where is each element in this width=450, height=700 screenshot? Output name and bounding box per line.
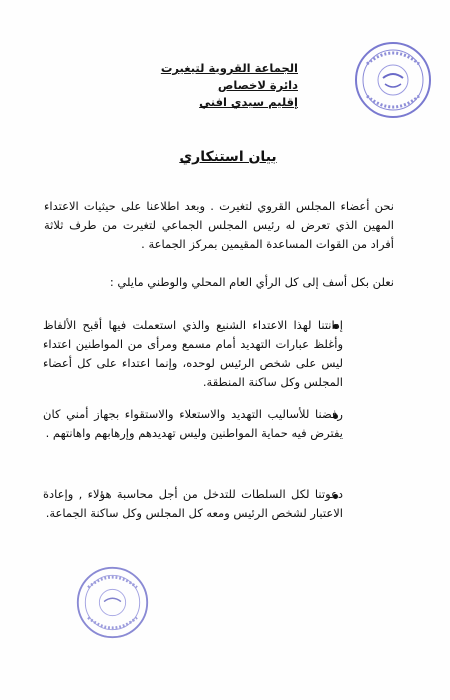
point-call-to-action: دعوتنا لكل السلطات للتدخل من أجل محاسبة هؤلاء , وإعادة الاعتبار لشخص الرئيس ومعه كل المجلس وكل ساكنة الجماعة. — [43, 487, 343, 520]
header-block — [158, 60, 298, 111]
top-stamp — [353, 40, 433, 120]
document-title: بيان استنكاري — [179, 149, 277, 165]
lead-paragraph: نعلن بكل أسف إلى كل الرأي العام المحلي والوطني مايلي : — [109, 275, 394, 289]
header-line-province: إقليم سيدي افني — [199, 95, 298, 109]
point-condemnation: إدانتنا لهذا الاعتداء الشنيع والذي استعملت فيها أقبح الألفاظ وأغلظ عبارات التهديد أمام مسمع ومرأى من المواطنين اعتداء ليس على شخص الرئيس لوحده، وإنما اعتداء على كل أعضاء المجلس وكل ساكنة المنطقة. — [43, 318, 343, 389]
point-rejection: رفضنا للأساليب التهديد والاستعلاء والاستقواء بجهاز أمني كان يفترض فيه حماية المواطنين وليس تهديدهم وإرهابهم واهانتهم . — [43, 407, 343, 440]
intro-paragraph: نحن أعضاء المجلس القروي لتغيرت . وبعد اطلاعنا على حيثيات الاعتداء المهين الذي تعرض له رئيس المجلس الجماعي لتغيرت من طرف ثلاثة أفراد من القوات المساعدة المقيمين بمركز الجماعة . — [44, 199, 394, 251]
header-line-circle: دائرة لاخصاص — [217, 78, 298, 92]
header-line-commune: الجماعة القروية لتيغيرت — [160, 61, 298, 75]
bottom-stamp — [75, 565, 150, 640]
